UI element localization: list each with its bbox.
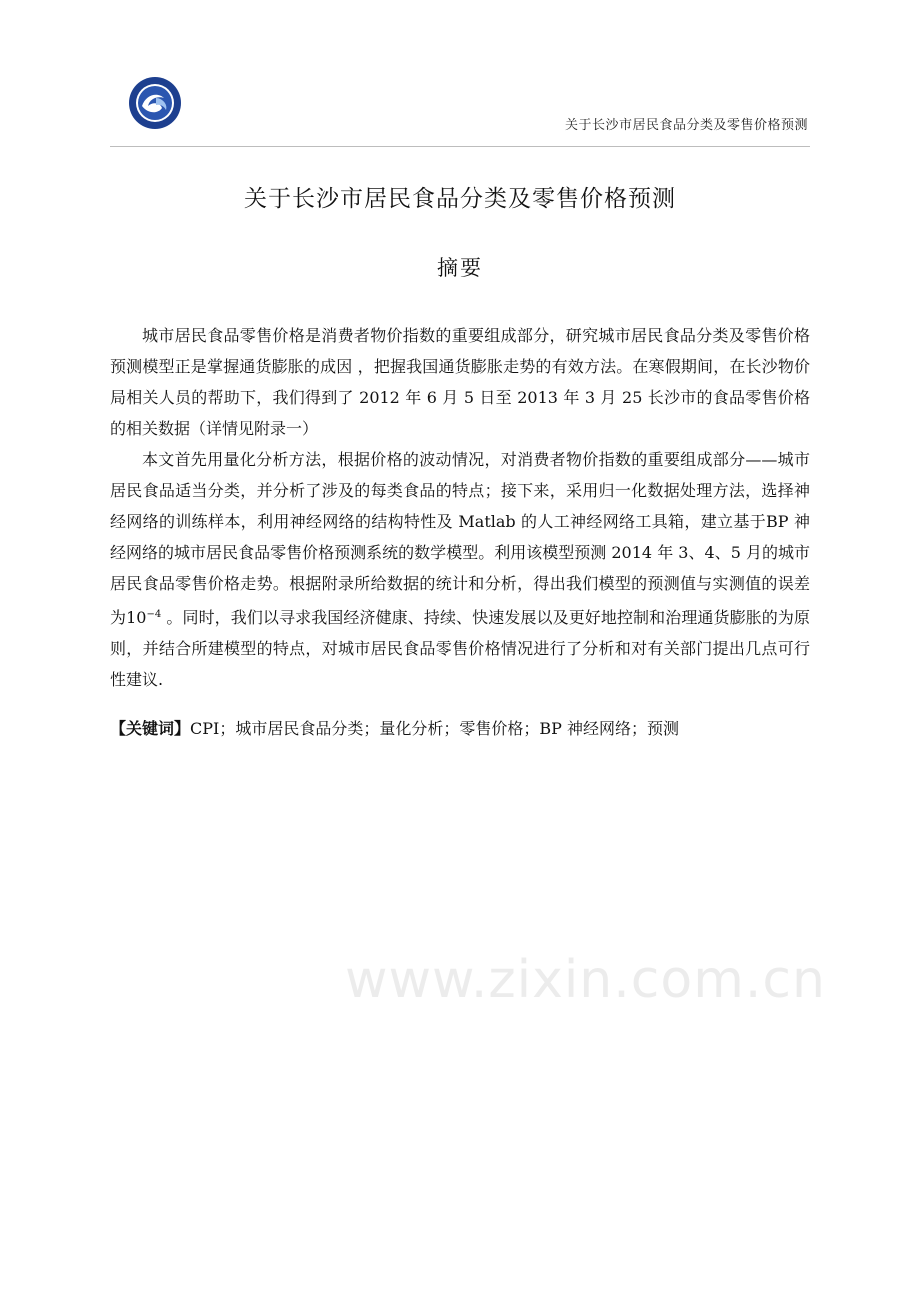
keywords-line (110, 713, 810, 744)
abstract-paragraph-2 (110, 444, 810, 695)
header-divider (110, 146, 810, 147)
watermark: www.zixin.com.cn (345, 950, 826, 1010)
keywords-label: 【关键词】 (110, 719, 191, 738)
error-base: 10 (126, 608, 147, 627)
abstract-paragraph-1: 城市居民食品零售价格是消费者物价指数的重要组成部分，研究城市居民食品分类及零售价格预测模型正是掌握通货膨胀的成因 ，把握我国通货膨胀走势的有效方法。在寒假期间，在长沙物价局相关人员的帮助下，我们得到了 2012 年 6 月 5 日至 2013 年 3 月 25 长沙市的食品零售价格的相关数据（详情见附录一） (110, 326, 810, 438)
error-exponent: −4 (146, 609, 162, 620)
abstract-body (110, 320, 810, 695)
keywords-list: CPI；城市居民食品分类；量化分析；零售价格；BP 神经网络；预测 (190, 719, 679, 738)
paper-title: 关于长沙市居民食品分类及零售价格预测 (244, 186, 676, 212)
abstract-heading: 摘要 (437, 256, 483, 280)
error-value (126, 608, 161, 627)
paragraph-2-text-end: 。同时，我们以寻求我国经济健康、持续、快速发展以及更好地控制和治理通货膨胀的为原则，并结合所建模型的特点，对城市居民食品零售价格情况进行了分析和对有关部门提出几点可行性建议. (110, 608, 810, 689)
paragraph-2-text: 本文首先用量化分析方法，根据价格的波动情况，对消费者物价指数的重要组成部分——城市居民食品适当分类，并分析了涉及的每类食品的特点；接下来，采用归一化数据处理方法，选择神经网络的训练样本，利用神经网络的结构特性及 Matlab 的人工神经网络工具箱，建立基于BP 神经网络的城市居民食品零售价格预测系统的数学模型。利用该模型预测 2014 年 3、4、5 月的城市居民食品零售价格走势。根据附录所给数据的统计和分析，得出我们模型的预测值与实测值的误差为 (110, 450, 810, 627)
running-header: 关于长沙市居民食品分类及零售价格预测 (564, 118, 808, 133)
university-logo-icon (128, 76, 182, 130)
